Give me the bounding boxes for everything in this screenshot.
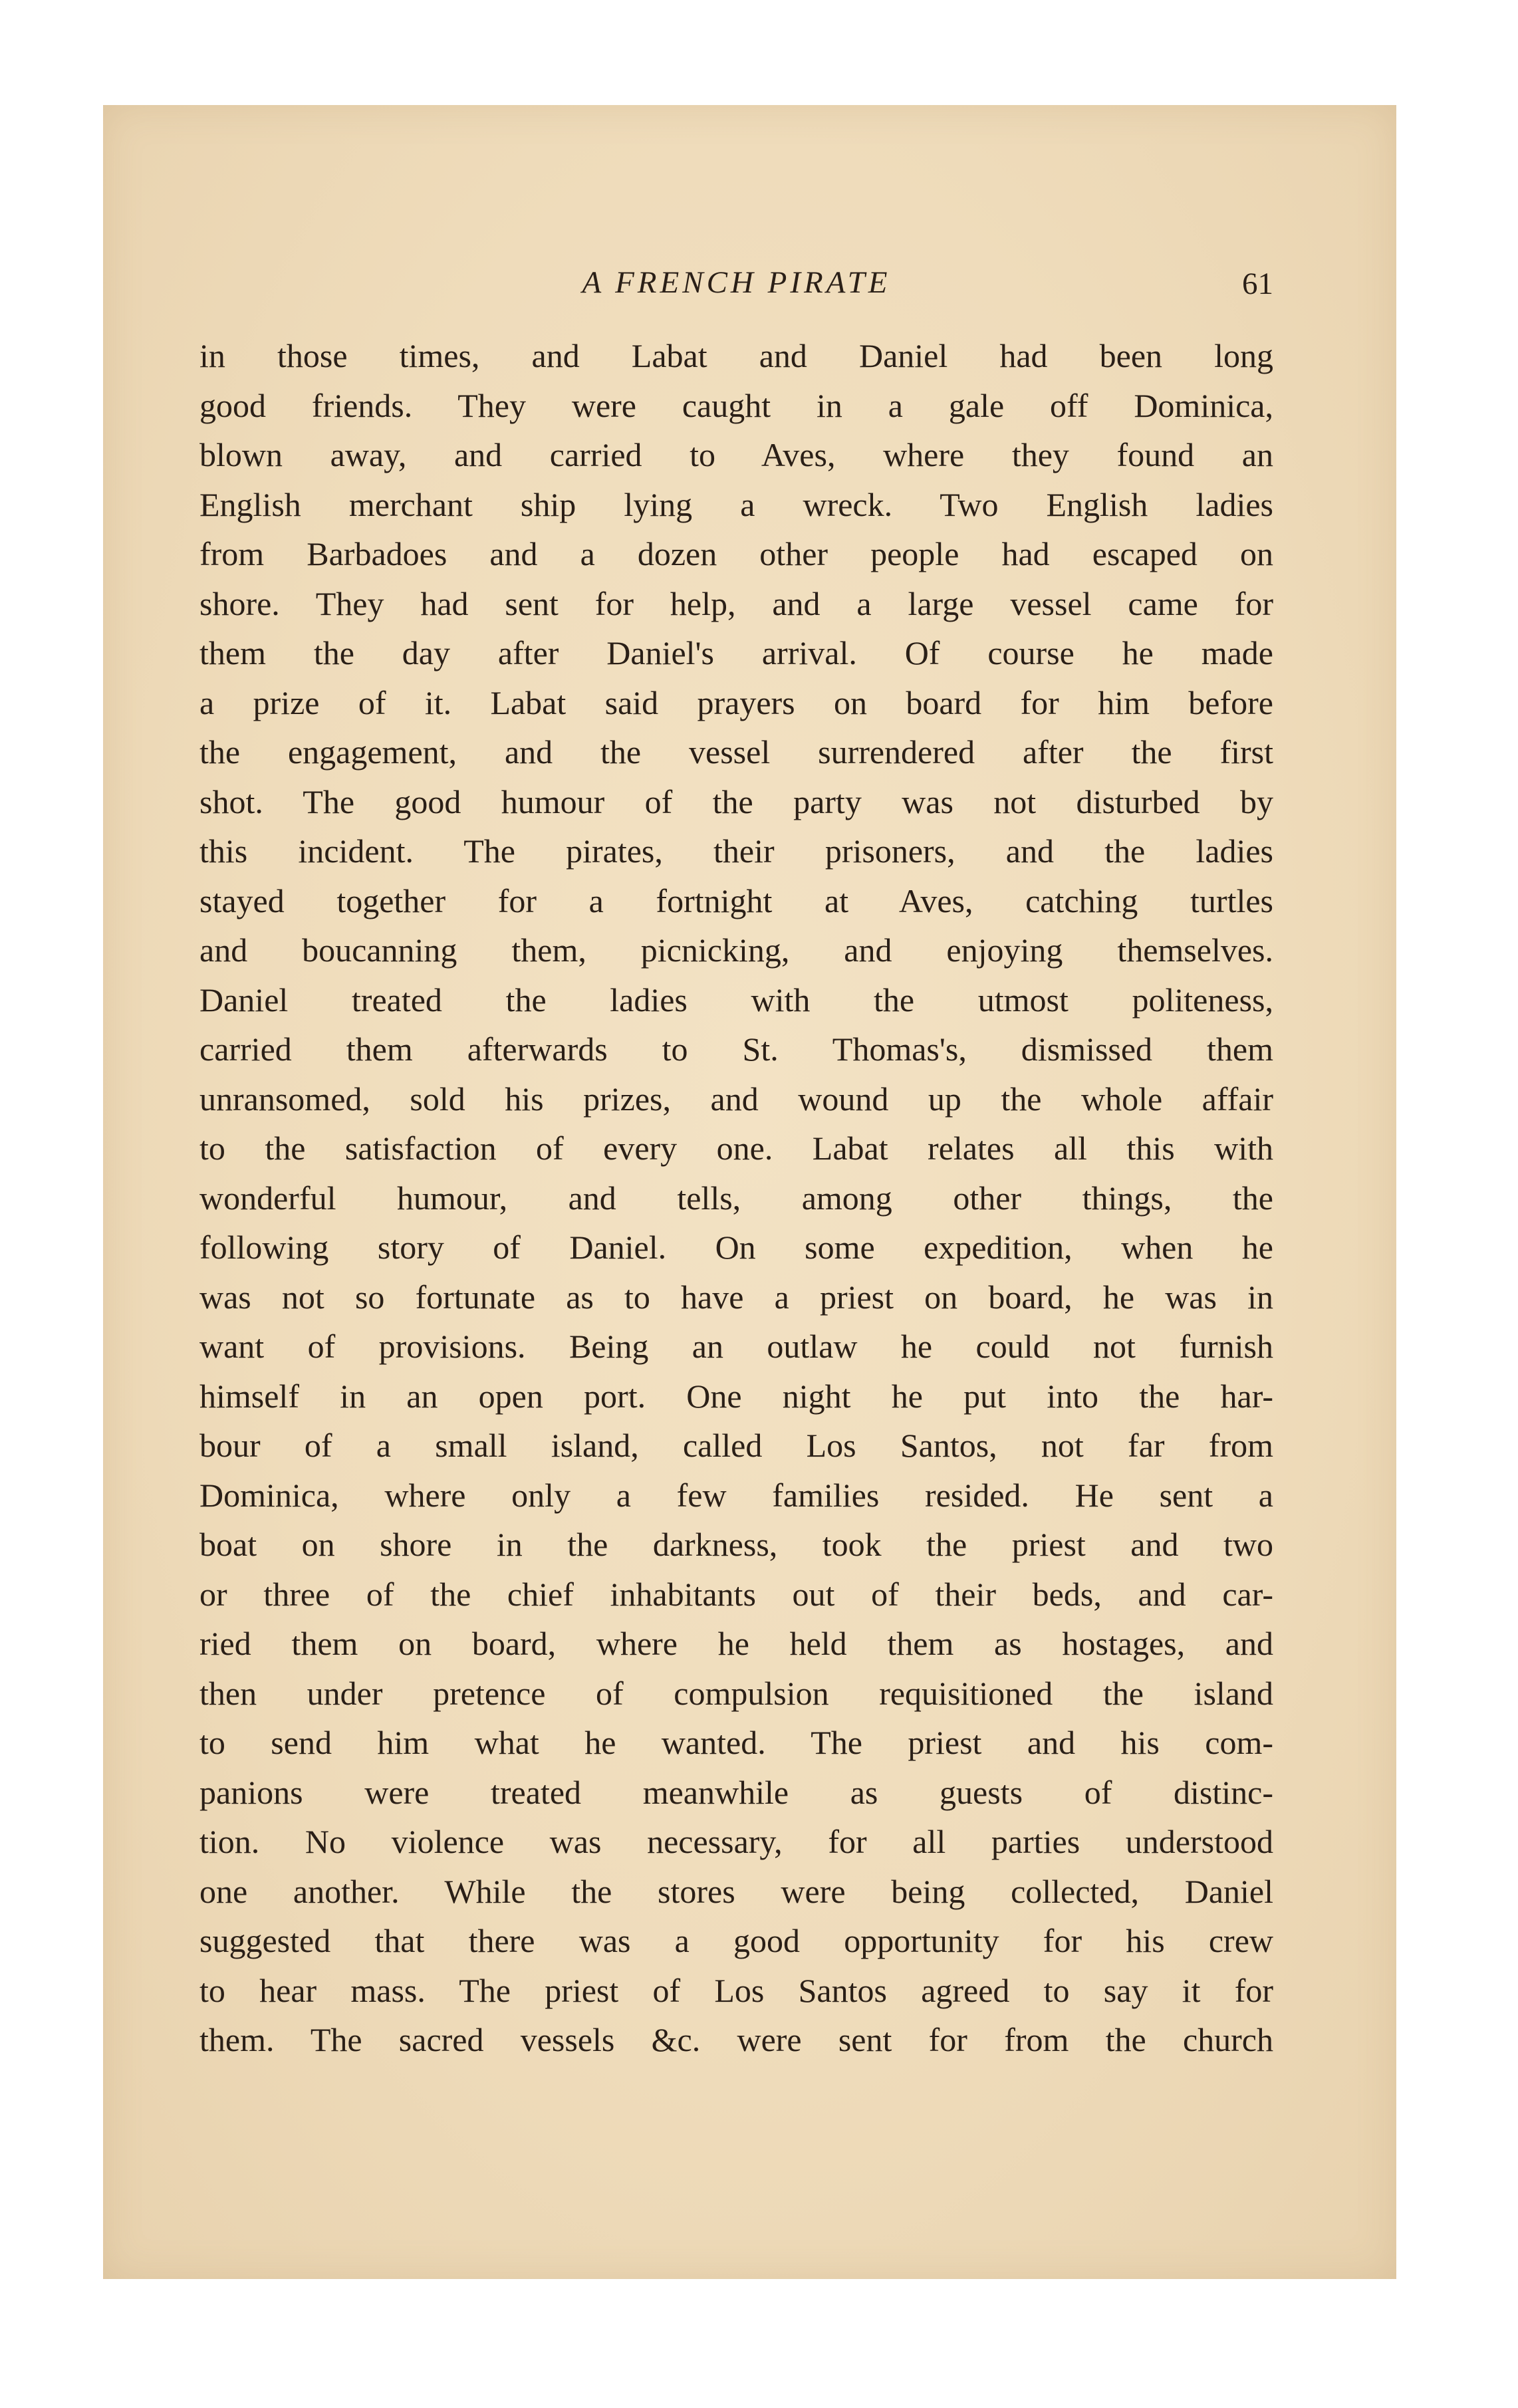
text-line: shot. The good humour of the party was not disturbed by — [199, 783, 1273, 820]
text-line: unransomed, sold his prizes, and wound up the whole affair — [199, 1080, 1273, 1118]
text-line: to hear mass. The priest of Los Santos agreed to say it for — [199, 1971, 1273, 2009]
text-line: want of provisions. Being an outlaw he could not furnish — [199, 1328, 1273, 1365]
text-line: Dominica, where only a few families resided. He sent a — [199, 1476, 1273, 1514]
text-line: English merchant ship lying a wreck. Two English ladies — [199, 485, 1273, 523]
text-line: blown away, and carried to Aves, where they found an — [199, 436, 1273, 473]
book-page — [103, 105, 1396, 2279]
text-line: was not so fortunate as to have a priest on board, he was in — [199, 1278, 1273, 1316]
text-line: good friends. They were caught in a gale off Dominica, — [199, 386, 1273, 424]
text-line: or three of the chief inhabitants out of their beds, and car- — [199, 1575, 1273, 1613]
text-line: this incident. The pirates, their prisoners, and the ladies — [199, 832, 1273, 870]
text-line: wonderful humour, and tells, among other things, the — [199, 1179, 1273, 1217]
text-line: panions were treated meanwhile as guests of distinc- — [199, 1773, 1273, 1811]
text-line: carried them afterwards to St. Thomas's, dismissed them — [199, 1030, 1273, 1068]
text-line: in those times, and Labat and Daniel had been long — [199, 337, 1273, 374]
page-number: 61 — [1242, 267, 1273, 301]
body-text — [199, 331, 1273, 2065]
text-line: ried them on board, where he held them as hostages, and — [199, 1625, 1273, 1662]
text-line: boat on shore in the darkness, took the priest and two — [199, 1526, 1273, 1563]
text-line: and boucanning them, picnicking, and enjoying themselves. — [199, 931, 1273, 969]
text-line: the engagement, and the vessel surrendered after the first — [199, 733, 1273, 771]
text-line: one another. While the stores were being collected, Daniel — [199, 1872, 1273, 1910]
text-line: then under pretence of compulsion requisitioned the island — [199, 1674, 1273, 1712]
text-line: from Barbadoes and a dozen other people had escaped on — [199, 535, 1273, 572]
text-line: following story of Daniel. On some expedition, when he — [199, 1229, 1273, 1266]
text-line: shore. They had sent for help, and a large vessel came for — [199, 584, 1273, 622]
text-line: to send him what he wanted. The priest and his com- — [199, 1724, 1273, 1761]
text-line: suggested that there was a good opportunity for his crew — [199, 1922, 1273, 1959]
text-line: to the satisfaction of every one. Labat relates all this with — [199, 1130, 1273, 1167]
text-line: them. The sacred vessels &c. were sent for from the church — [199, 2021, 1273, 2058]
text-line: them the day after Daniel's arrival. Of course he made — [199, 634, 1273, 671]
text-line: a prize of it. Labat said prayers on board for him before — [199, 683, 1273, 721]
running-title: A FRENCH PIRATE — [582, 265, 891, 300]
text-line: himself in an open port. One night he put into the har- — [199, 1377, 1273, 1415]
running-head — [199, 265, 1273, 318]
text-line: bour of a small island, called Los Santos, not far from — [199, 1427, 1273, 1464]
text-line: Daniel treated the ladies with the utmost politeness, — [199, 981, 1273, 1019]
text-line: tion. No violence was necessary, for all parties understood — [199, 1823, 1273, 1860]
text-line: stayed together for a fortnight at Aves, catching turtles — [199, 882, 1273, 919]
